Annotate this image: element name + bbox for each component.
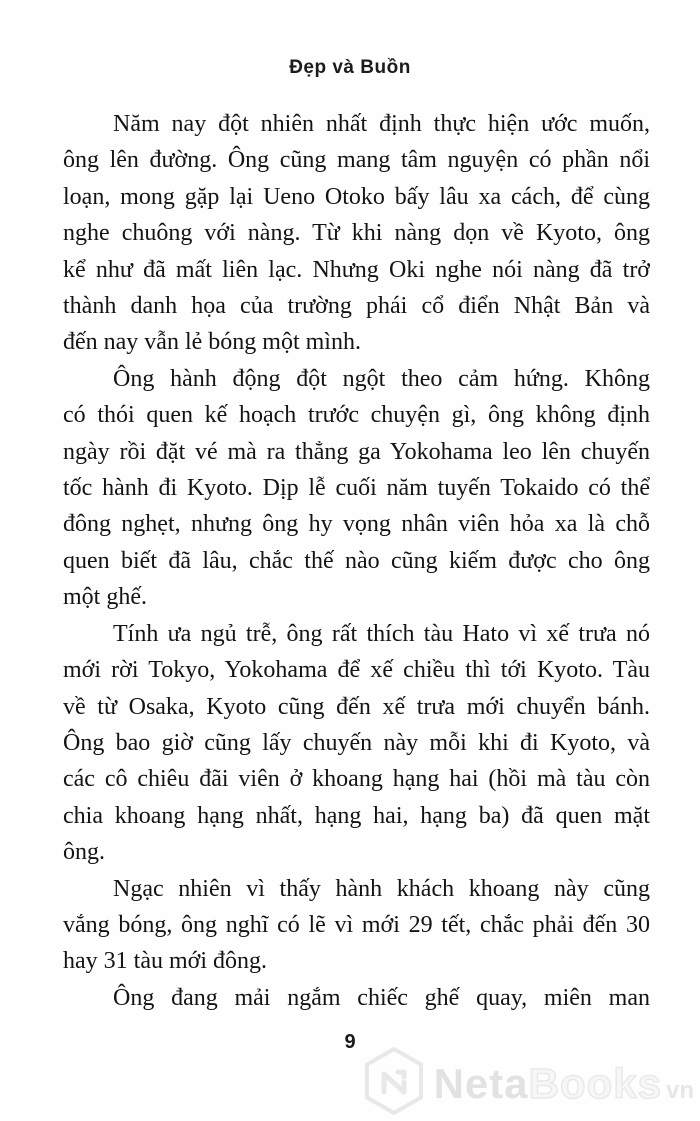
paragraph bbox=[63, 106, 650, 361]
netabooks-wordmark bbox=[434, 1060, 694, 1108]
text-line: hay 31 tàu mới đông. bbox=[63, 948, 267, 975]
text-line: tốc hành đi Kyoto. Dịp lễ cuối năm tuyến Tokaido có thể bbox=[63, 475, 650, 502]
page-number: 9 bbox=[344, 1031, 356, 1053]
text-line: chia khoang hạng nhất, hạng hai, hạng ba) đã quen mặt bbox=[63, 802, 650, 829]
text-line: ông. bbox=[63, 839, 105, 866]
paragraph bbox=[63, 616, 650, 871]
text-line: mới rời Tokyo, Yokohama để xế chiều thì tới Kyoto. Tàu bbox=[63, 657, 650, 684]
text-line: Ông hành động đột ngột theo cảm hứng. Không bbox=[113, 365, 650, 392]
text-line: thành danh họa của trường phái cổ điển Nhật Bản và bbox=[63, 293, 650, 320]
text-line: đến nay vẫn lẻ bóng một mình. bbox=[63, 329, 361, 356]
text-line: một ghế. bbox=[63, 584, 147, 611]
paragraph bbox=[63, 361, 650, 616]
watermark-domain: vn bbox=[665, 1076, 694, 1104]
text-line: nghe chuông với nàng. Từ khi nàng dọn về Kyoto, ông bbox=[63, 220, 650, 247]
watermark-name-part1: Neta bbox=[433, 1059, 529, 1107]
paragraph bbox=[63, 871, 650, 980]
text-line: loạn, mong gặp lại Ueno Otoko bấy lâu xa cách, để cùng bbox=[63, 183, 650, 210]
text-line: ông lên đường. Ông cũng mang tâm nguyện có phần nổi bbox=[63, 147, 650, 174]
text-line: ngày rồi đặt vé mà ra thẳng ga Yokohama leo lên chuyến bbox=[63, 438, 650, 465]
text-line: Ông bao giờ cũng lấy chuyến này mỗi khi đi Kyoto, và bbox=[63, 729, 650, 756]
text-line: về từ Osaka, Kyoto cũng đến xế trưa mới chuyển bánh. bbox=[63, 693, 650, 720]
running-title: Đẹp và Buồn bbox=[289, 57, 411, 78]
netabooks-hexagon-n-icon bbox=[362, 1046, 426, 1121]
text-line: Tính ưa ngủ trễ, ông rất thích tàu Hato vì xế trưa nó bbox=[113, 620, 650, 647]
text-line: có thói quen kế hoạch trước chuyện gì, ông không định bbox=[63, 402, 650, 429]
watermark-name-part2: Books bbox=[528, 1059, 662, 1107]
body-text bbox=[63, 106, 650, 1016]
text-line: Ngạc nhiên vì thấy hành khách khoang này cũng bbox=[113, 875, 650, 902]
text-line: Năm nay đột nhiên nhất định thực hiện ước muốn, bbox=[113, 111, 650, 137]
text-line: quen biết đã lâu, chắc thế nào cũng kiếm được cho ông bbox=[63, 547, 650, 574]
text-line: vắng bóng, ông nghĩ có lẽ vì mới 29 tết, chắc phải đến 30 bbox=[63, 911, 650, 938]
text-line: Ông đang mải ngắm chiếc ghế quay, miên man bbox=[113, 984, 650, 1011]
netabooks-watermark bbox=[362, 1046, 694, 1121]
text-line: các cô chiêu đãi viên ở khoang hạng hai (hồi mà tàu còn bbox=[63, 766, 650, 793]
paragraph bbox=[63, 980, 650, 1016]
text-line: kể như đã mất liên lạc. Nhưng Oki nghe nói nàng đã trở bbox=[63, 256, 650, 283]
text-line: đông nghẹt, nhưng ông hy vọng nhân viên hỏa xa là chỗ bbox=[63, 511, 650, 538]
